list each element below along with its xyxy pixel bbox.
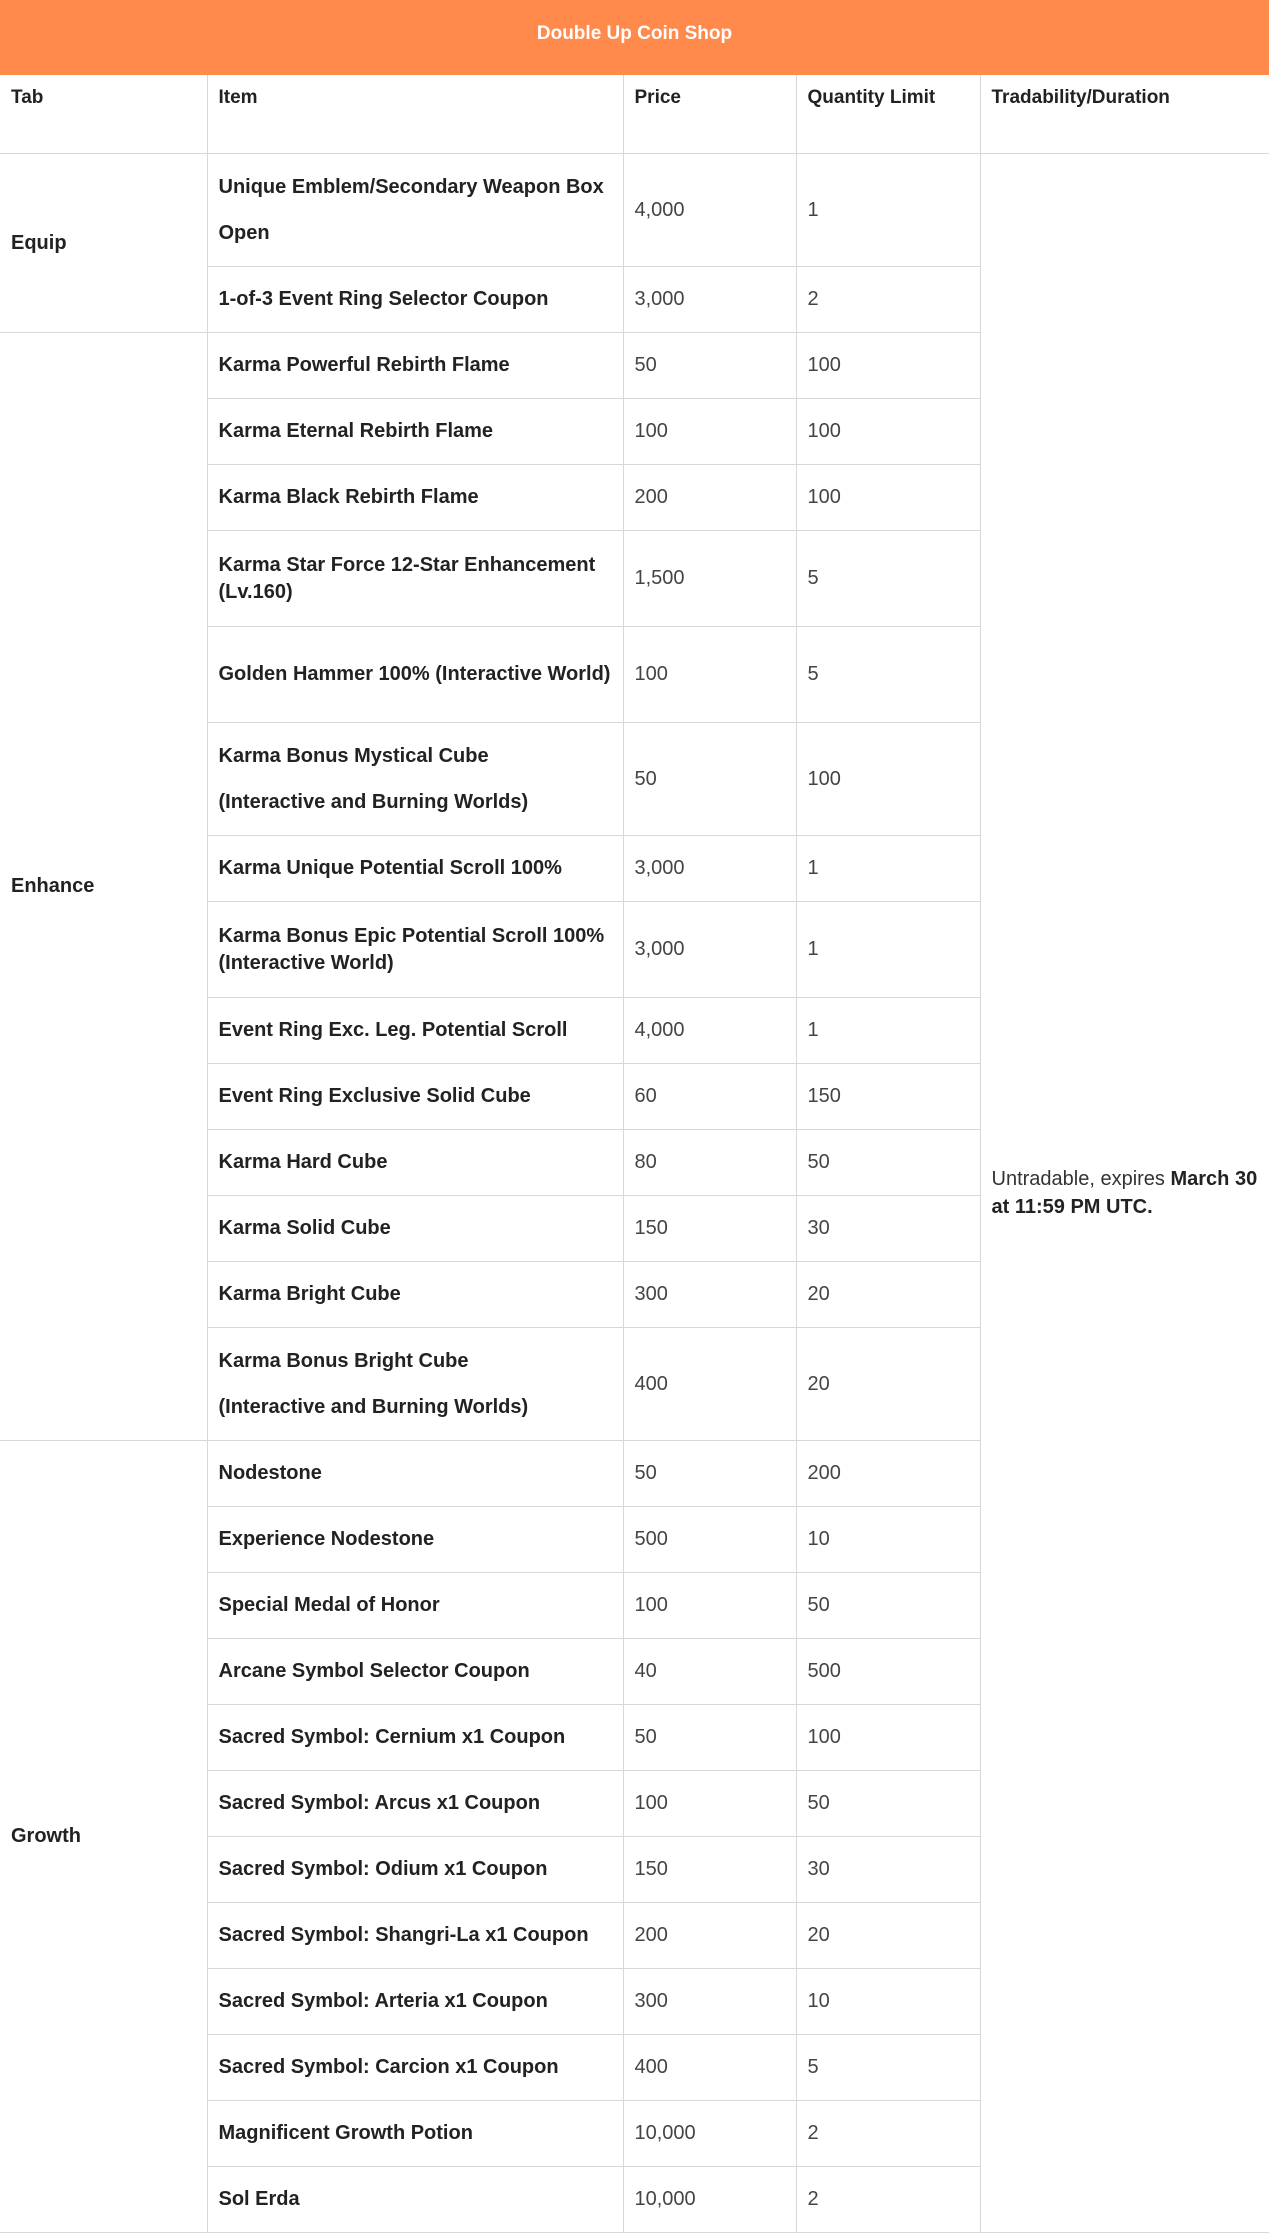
item-quantity-limit: 10 [796,1507,980,1573]
item-price: 200 [623,465,796,531]
item-price: 3,000 [623,902,796,998]
item-price: 150 [623,1196,796,1262]
item-name: Karma Unique Potential Scroll 100% [207,836,623,902]
item-quantity-limit: 10 [796,1969,980,2035]
item-quantity-limit: 20 [796,1328,980,1441]
item-price: 300 [623,1262,796,1328]
item-name: Magnificent Growth Potion [207,2101,623,2167]
column-header-item: Item [207,75,623,154]
item-quantity-limit: 1 [796,154,980,267]
item-name-line: (Interactive and Burning Worlds) [218,791,529,813]
item-price: 400 [623,1328,796,1441]
item-price: 100 [623,1573,796,1639]
item-name: Sacred Symbol: Arteria x1 Coupon [207,1969,623,2035]
item-quantity-limit: 100 [796,1705,980,1771]
item-name: Karma Powerful Rebirth Flame [207,333,623,399]
item-name: Golden Hammer 100% (Interactive World) [207,627,623,723]
item-name: Sacred Symbol: Shangri-La x1 Coupon [207,1903,623,1969]
item-quantity-limit: 2 [796,2167,980,2233]
item-quantity-limit: 50 [796,1573,980,1639]
column-header-tab: Tab [0,75,207,154]
item-name: Sacred Symbol: Cernium x1 Coupon [207,1705,623,1771]
item-price: 1,500 [623,531,796,627]
item-quantity-limit: 2 [796,2101,980,2167]
item-quantity-limit: 1 [796,998,980,1064]
item-name-line: (Interactive and Burning Worlds) [218,1396,529,1418]
column-header-price: Price [623,75,796,154]
item-price: 10,000 [623,2167,796,2233]
item-price: 100 [623,1771,796,1837]
item-price: 100 [623,627,796,723]
item-name: Karma Hard Cube [207,1130,623,1196]
item-quantity-limit: 1 [796,836,980,902]
item-quantity-limit: 100 [796,333,980,399]
item-quantity-limit: 30 [796,1837,980,1903]
tradability-prefix: Untradable, expires [991,1168,1171,1190]
item-name-line: Karma Bonus Bright Cube [218,1350,469,1372]
item-price: 150 [623,1837,796,1903]
item-price: 60 [623,1064,796,1130]
item-name: Sacred Symbol: Arcus x1 Coupon [207,1771,623,1837]
item-name: Karma Eternal Rebirth Flame [207,399,623,465]
item-name: Karma Bonus Epic Potential Scroll 100% (Interactive World) [207,902,623,998]
item-name: Nodestone [207,1441,623,1507]
tab-label-growth: Growth [0,1441,207,2233]
item-price: 3,000 [623,836,796,902]
item-quantity-limit: 100 [796,723,980,836]
item-name: Sacred Symbol: Carcion x1 Coupon [207,2035,623,2101]
item-quantity-limit: 150 [796,1064,980,1130]
tradability-duration [980,154,1269,2233]
item-quantity-limit: 5 [796,627,980,723]
item-price: 50 [623,1705,796,1771]
item-price: 300 [623,1969,796,2035]
item-name: Sacred Symbol: Odium x1 Coupon [207,1837,623,1903]
item-quantity-limit: 500 [796,1639,980,1705]
tradability-expiry: March 30 at 11:59 PM UTC. [991,1168,1258,1218]
item-quantity-limit: 100 [796,465,980,531]
item-name: Karma Black Rebirth Flame [207,465,623,531]
item-price: 10,000 [623,2101,796,2167]
item-name: Event Ring Exc. Leg. Potential Scroll [207,998,623,1064]
item-quantity-limit: 1 [796,902,980,998]
item-price: 50 [623,1441,796,1507]
item-price: 100 [623,399,796,465]
item-price: 500 [623,1507,796,1573]
item-name: 1-of-3 Event Ring Selector Coupon [207,267,623,333]
item-price: 40 [623,1639,796,1705]
column-header-quantity-limit: Quantity Limit [796,75,980,154]
table-title: Double Up Coin Shop [0,0,1269,75]
item-quantity-limit: 50 [796,1130,980,1196]
column-header-tradability: Tradability/Duration [980,75,1269,154]
item-name: Karma Solid Cube [207,1196,623,1262]
column-header-row [0,75,1269,154]
item-price: 80 [623,1130,796,1196]
item-name-line: Karma Bonus Mystical Cube [218,745,489,767]
item-name [207,723,623,836]
table-row [0,154,1269,267]
item-price: 4,000 [623,998,796,1064]
item-price: 400 [623,2035,796,2101]
item-name: Karma Bright Cube [207,1262,623,1328]
item-quantity-limit: 5 [796,2035,980,2101]
item-name: Karma Star Force 12-Star Enhancement (Lv.160) [207,531,623,627]
item-price: 50 [623,723,796,836]
item-name: Special Medal of Honor [207,1573,623,1639]
item-price: 200 [623,1903,796,1969]
item-quantity-limit: 2 [796,267,980,333]
item-price: 4,000 [623,154,796,267]
item-quantity-limit: 200 [796,1441,980,1507]
item-quantity-limit: 50 [796,1771,980,1837]
item-name: Sol Erda [207,2167,623,2233]
item-price: 50 [623,333,796,399]
tab-label-equip: Equip [0,154,207,333]
item-name [207,1328,623,1441]
item-quantity-limit: 5 [796,531,980,627]
item-quantity-limit: 20 [796,1262,980,1328]
item-name: Arcane Symbol Selector Coupon [207,1639,623,1705]
item-name: Unique Emblem/Secondary Weapon Box Open [207,154,623,267]
item-name: Experience Nodestone [207,1507,623,1573]
tab-label-enhance: Enhance [0,333,207,1441]
item-price: 3,000 [623,267,796,333]
item-quantity-limit: 20 [796,1903,980,1969]
item-quantity-limit: 100 [796,399,980,465]
item-name: Event Ring Exclusive Solid Cube [207,1064,623,1130]
item-quantity-limit: 30 [796,1196,980,1262]
